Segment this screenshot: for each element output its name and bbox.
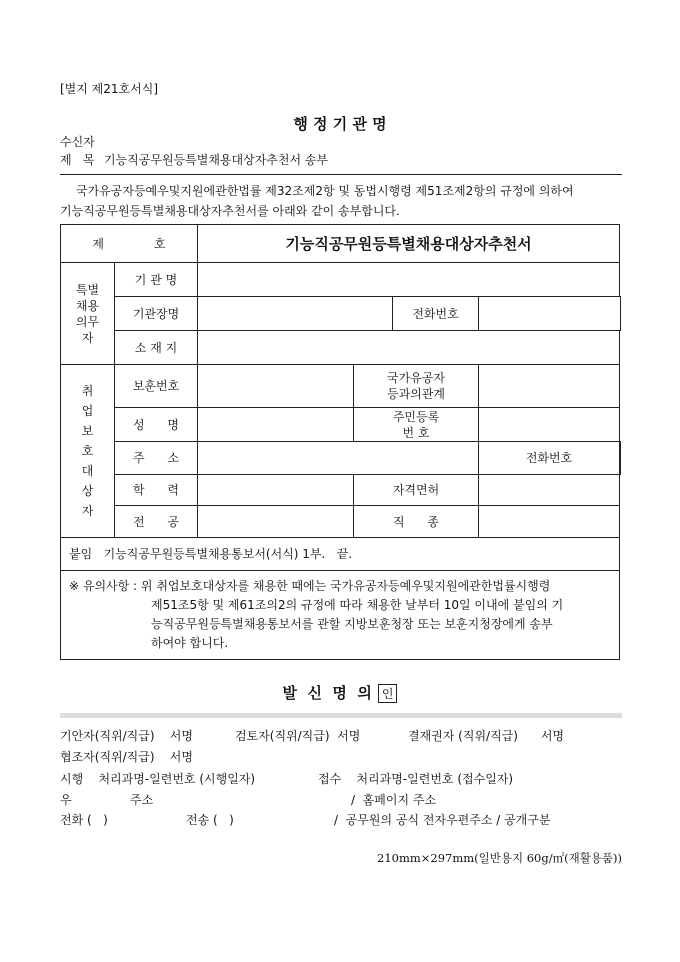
fax: 전송 ( )	[186, 813, 234, 827]
org-title: 행 정 기 관 명	[293, 115, 387, 133]
veteran-no-label: 보훈번호	[115, 365, 198, 408]
phone2-field[interactable]	[620, 442, 621, 475]
education-label: 학 력	[115, 475, 198, 506]
form-title: 기능직공무원등특별채용대상자추천서	[198, 225, 620, 263]
org-head-label: 기관장명	[115, 297, 198, 331]
job-type-label: 직 종	[354, 506, 479, 538]
subject: 기능직공무원등특별채용대상자추천서 송부	[104, 153, 329, 167]
recipient-label: 수신자	[60, 135, 95, 149]
cooperator: 협조자(직위/직급) 서명	[60, 750, 193, 764]
intro-line-2: 기능직공무원등특별채용대상자추천서를 아래와 같이 송부합니다.	[60, 204, 400, 218]
major-label: 전 공	[115, 506, 198, 538]
resident-no-label: 주민등록 번 호	[354, 408, 479, 442]
separator-bar	[60, 713, 622, 718]
telephone: 전화 ( )	[60, 813, 108, 827]
relation-field[interactable]	[479, 365, 620, 408]
email-disclosure: / 공무원의 공식 전자우편주소 / 공개구분	[334, 813, 551, 827]
reviewer: 검토자(직위/직급) 서명	[235, 729, 361, 743]
org-name-field[interactable]	[198, 263, 620, 297]
license-label: 자격면허	[354, 475, 479, 506]
notice: ※ 유의사항 : 위 취업보호대상자를 채용한 때에는 국가유공자등예우및지원에관한법률시행령 제51조5항 및 제61조의2의 규정에 따라 채용한 날부터 10일 이내에 붙임의 기 능직공무원등특별채용통보서를 관할 지방보훈청장 또는 보훈지청장에게 송부 하여야 합니다.	[61, 571, 620, 660]
group-employer: 특별 채용 의무 자	[61, 263, 115, 365]
address-field[interactable]	[198, 442, 479, 475]
address: 주소	[130, 793, 154, 807]
resident-no-field[interactable]	[479, 408, 620, 442]
sender-name: 발 신 명 의 인	[0, 682, 680, 703]
phone-label: 전화번호	[393, 297, 479, 331]
group-protected-person: 취 업 보 호 대 상 자	[61, 365, 115, 538]
postal: 우	[60, 793, 72, 807]
license-field[interactable]	[479, 475, 620, 506]
approver: 결재권자 (직위/직급) 서명	[408, 729, 565, 743]
location-field[interactable]	[198, 331, 620, 365]
drafter: 기안자(직위/직급) 서명	[60, 729, 193, 743]
veteran-no-field[interactable]	[198, 365, 354, 408]
name-field[interactable]	[198, 408, 354, 442]
form-number: [별지 제21호서식]	[60, 82, 158, 96]
intro-line-1: 국가유공자등예우및지원에관한법률 제32조제2항 및 동법시행령 제51조제2항의 규정에 의하여	[76, 184, 574, 198]
org-head-field[interactable]	[198, 297, 393, 331]
org-name-label: 기 관 명	[115, 263, 198, 297]
phone-field[interactable]	[479, 297, 621, 331]
phone2-label: 전화번호	[479, 442, 620, 475]
address-label: 주 소	[115, 442, 198, 475]
name-label: 성 명	[115, 408, 198, 442]
major-field[interactable]	[198, 506, 354, 538]
job-type-field[interactable]	[479, 506, 620, 538]
receipt: 접수 처리과명-일련번호 (접수일자)	[318, 772, 514, 786]
location-label: 소 재 지	[115, 331, 198, 365]
paper-size: 210mm×297mm(일반용지 60g/㎡(재활용품))	[377, 851, 622, 865]
enforcement: 시행 처리과명-일련번호 (시행일자)	[60, 772, 256, 786]
divider	[60, 174, 622, 175]
attachment: 붙임 기능직공무원등특별채용통보서(서식) 1부. 끝.	[61, 538, 620, 571]
subject-label: 제 목	[60, 153, 95, 167]
homepage: / 홈페이지 주소	[351, 793, 437, 807]
education-field[interactable]	[198, 475, 354, 506]
relation-label: 국가유공자 등과의관계	[354, 365, 479, 408]
seal-mark: 인	[378, 684, 398, 703]
title-label: 제 호	[61, 225, 198, 263]
recommendation-table	[60, 224, 621, 660]
